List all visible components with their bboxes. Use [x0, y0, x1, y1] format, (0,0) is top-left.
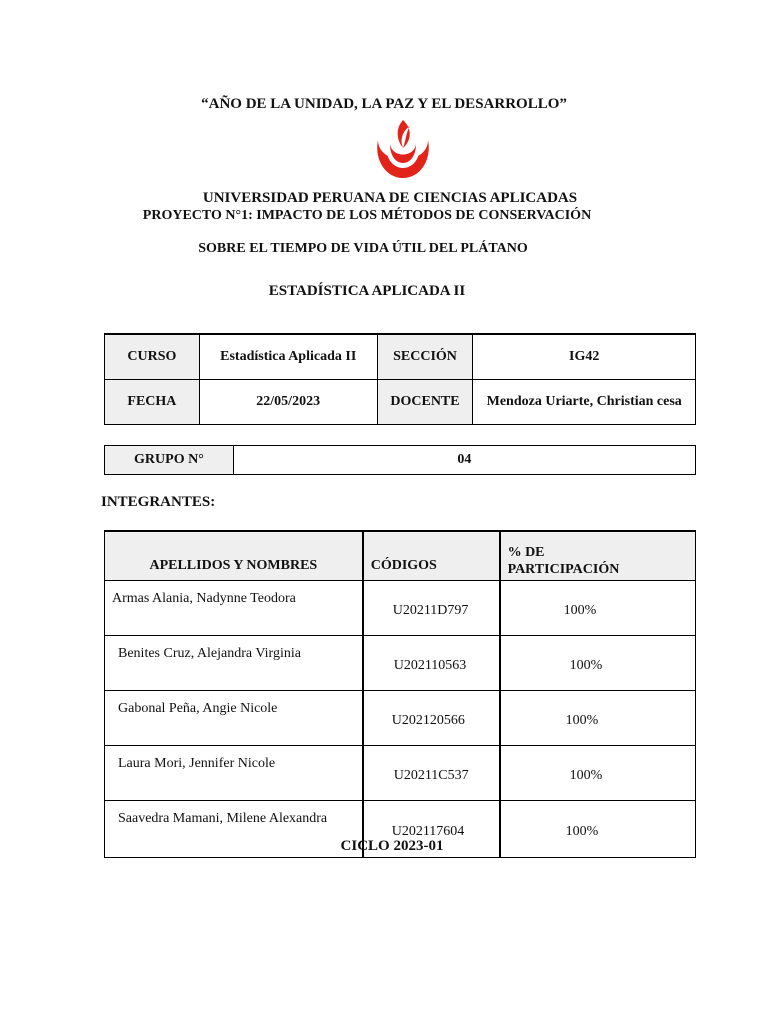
course-info-row [105, 380, 696, 425]
integrantes-heading: INTEGRANTES: [101, 494, 216, 510]
member-code: U20211C537 [363, 746, 500, 801]
member-name: Saavedra Mamani, Milene Alexandra [105, 801, 363, 858]
docente-label: DOCENTE [377, 380, 473, 425]
header-names: APELLIDOS Y NOMBRES [105, 531, 363, 581]
group-label: GRUPO N° [105, 446, 234, 475]
member-code: U202120566 [363, 691, 500, 746]
docente-value: Mendoza Uriarte, Christian cesa [473, 380, 696, 425]
group-value: 04 [233, 446, 695, 475]
member-name: Armas Alania, Nadynne Teodora [105, 581, 363, 636]
seccion-value: IG42 [473, 334, 696, 380]
members-table [104, 530, 696, 858]
table-row [105, 636, 696, 691]
member-name: Gabonal Peña, Angie Nicole [105, 691, 363, 746]
course-title: ESTADÍSTICA APLICADA II [268, 283, 466, 299]
member-code: U202110563 [363, 636, 500, 691]
fecha-value: 22/05/2023 [199, 380, 377, 425]
university-name: UNIVERSIDAD PERUANA DE CIENCIAS APLICADAS [202, 190, 578, 206]
member-code: U20211D797 [363, 581, 500, 636]
seccion-label: SECCIÓN [377, 334, 473, 380]
university-logo [370, 116, 436, 182]
member-name: Laura Mori, Jennifer Nicole [105, 746, 363, 801]
curso-value: Estadística Aplicada II [199, 334, 377, 380]
project-title-line1: PROYECTO N°1: IMPACTO DE LOS MÉTODOS DE CONSERVACIÓN [142, 208, 592, 223]
member-participation: 100% [500, 581, 696, 636]
members-header-row [105, 531, 696, 581]
ciclo-label: CICLO 2023-01 [340, 838, 444, 854]
member-participation: 100% [500, 691, 696, 746]
member-participation: 100% [500, 636, 696, 691]
motto: “AÑO DE LA UNIDAD, LA PAZ Y EL DESARROLLO” [201, 96, 567, 112]
fecha-label: FECHA [105, 380, 200, 425]
member-code: U202117604 [363, 801, 500, 858]
curso-label: CURSO [105, 334, 200, 380]
course-info-table [104, 333, 696, 425]
member-participation: 100% [500, 746, 696, 801]
project-title-line2: SOBRE EL TIEMPO DE VIDA ÚTIL DEL PLÁTANO [198, 241, 528, 256]
table-row [105, 581, 696, 636]
group-row [105, 446, 696, 475]
header-codes: CÓDIGOS [363, 531, 500, 581]
group-table [104, 445, 696, 475]
course-info-row [105, 334, 696, 380]
member-name: Benites Cruz, Alejandra Virginia [105, 636, 363, 691]
header-participation: % DE PARTICIPACIÓN [500, 531, 696, 581]
table-row [105, 691, 696, 746]
member-participation: 100% [500, 801, 696, 858]
table-row [105, 746, 696, 801]
